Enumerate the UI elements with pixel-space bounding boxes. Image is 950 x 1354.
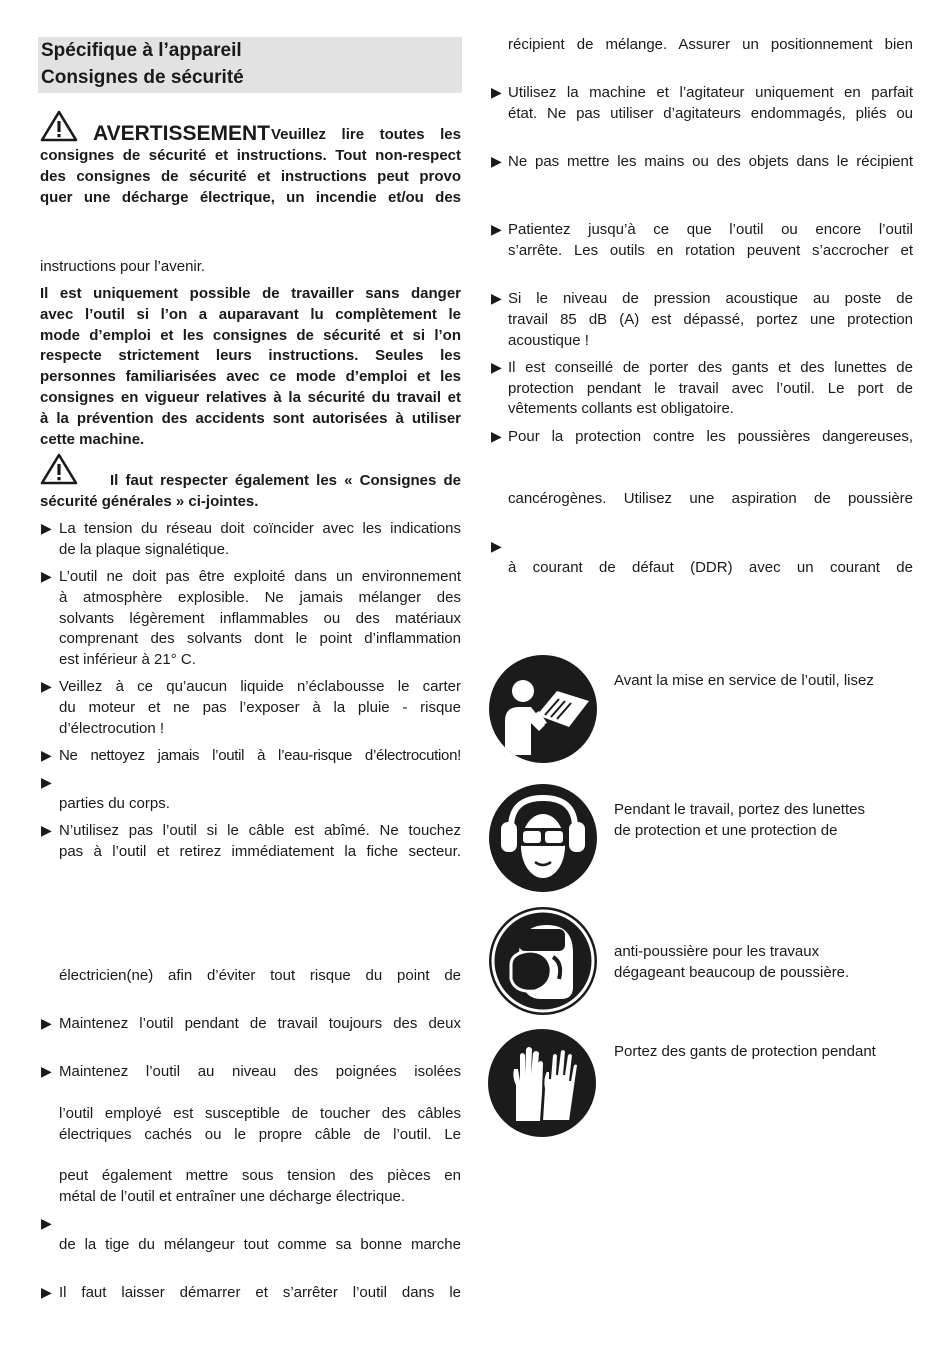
bold-para-line: à la prévention des accidents sont autorisées à utiliser: [40, 410, 461, 427]
bold-para-line: respecte strictement leurs instructions. Seules les: [40, 347, 461, 364]
bullet-line: du moteur et ne pas l’exposer à la pluie - risque: [59, 699, 461, 716]
pictogram-text: dégageant beaucoup de poussière.: [614, 964, 850, 981]
bullet-line: de la tige du mélangeur tout comme sa bonne marche: [59, 1236, 461, 1253]
triangle-bullet-icon: ▶: [491, 84, 502, 100]
right-continuation: récipient de mélange. Assurer un positionnement bien: [508, 36, 913, 53]
warning-line3: des consignes de sécurité et instructions peut provo: [40, 168, 461, 185]
triangle-bullet-icon: ▶: [41, 747, 52, 763]
bold-para-line: mode d’emploi et les consignes de sécurité et si l’on: [40, 327, 461, 344]
bullet-line: travail 85 dB (A) est dépassé, portez une protection: [508, 311, 913, 328]
bullet-line: parties du corps.: [59, 795, 170, 812]
bullet-line: protection pendant le travail avec l’outil. Le port de: [508, 380, 913, 397]
triangle-bullet-icon: ▶: [491, 290, 502, 306]
bullet-line: Maintenez l’outil pendant de travail toujours des deux: [59, 1015, 461, 1032]
bold-para-line: avec l’outil si l’on a auparavant lu complètement le: [40, 306, 461, 323]
triangle-bullet-icon: ▶: [41, 1284, 52, 1300]
bullet-line: Maintenez l’outil au niveau des poignées isolées: [59, 1063, 461, 1080]
triangle-bullet-icon: ▶: [41, 822, 52, 838]
bullet-line: Pour la protection contre les poussières dangereuses,: [508, 428, 913, 445]
bullet-line: Il faut laisser démarrer et s’arrêter l’outil dans le: [59, 1284, 461, 1301]
triangle-bullet-icon: ▶: [491, 221, 502, 237]
bold-para-line: consignes en vigueur relatives à la sécurité du travail et: [40, 389, 461, 406]
bullet-line: peut également mettre sous tension des pièces en: [59, 1167, 461, 1184]
bullet-line: Ne nettoyez jamais l’outil à l’eau-risque d’électrocution!: [59, 747, 461, 764]
triangle-bullet-icon: ▶: [491, 153, 502, 169]
triangle-bullet-icon: ▶: [491, 359, 502, 375]
bullet-line: métal de l’outil et entraîner une décharge électrique.: [59, 1188, 406, 1205]
bold-para-line: personnes familiarisées avec ce mode d’emploi et les: [40, 368, 461, 385]
bullet-line: s’arrête. Les outils en rotation peuvent s’accrocher et: [508, 242, 913, 259]
bold-para-line: cette machine.: [40, 431, 145, 448]
dust-mask-icon: [489, 907, 597, 1015]
pictogram-text: Avant la mise en service de l’outil, lisez: [614, 672, 874, 689]
general-note-line1: Il faut respecter également les « Consignes de: [110, 472, 461, 489]
bullet-line: Utilisez la machine et l’agitateur uniquement en parfait: [508, 84, 913, 101]
bullet-line: électricien(ne) afin d’éviter tout risque du point de: [59, 967, 461, 984]
bullet-line: de la plaque signalétique.: [59, 541, 230, 558]
bullet-line: Si le niveau de pression acoustique au poste de: [508, 290, 913, 307]
pictogram-text: de protection et une protection de: [614, 822, 838, 839]
bullet-line: vêtements collants est obligatoire.: [508, 400, 734, 417]
triangle-bullet-icon: ▶: [41, 568, 52, 584]
triangle-bullet-icon: ▶: [41, 1063, 52, 1079]
bullet-line: comprenant des solvants dont le point d’inflammation: [59, 630, 461, 647]
bullet-line: solvants légèrement inflammables ou des matériaux: [59, 610, 461, 627]
eye-ear-protection-icon: [489, 784, 597, 892]
pictogram-text: Pendant le travail, portez des lunettes: [614, 801, 865, 818]
bullet-line: est inférieur à 21° C.: [59, 651, 196, 668]
bullet-line: d’électrocution !: [59, 720, 165, 737]
read-manual-icon: [489, 655, 597, 763]
bullet-line: Ne pas mettre les mains ou des objets dans le récipient: [508, 153, 913, 170]
bullet-line: Patientez jusqu’à ce que l’outil ou encore l’outil: [508, 221, 913, 238]
bullet-line: L’outil ne doit pas être exploité dans un environnement: [59, 568, 461, 585]
gloves-icon: [488, 1029, 596, 1137]
warning-triangle-icon: [40, 110, 78, 142]
triangle-bullet-icon: ▶: [491, 538, 502, 554]
bullet-line: Il est conseillé de porter des gants et des lunettes de: [508, 359, 913, 376]
triangle-bullet-icon: ▶: [41, 520, 52, 536]
warning-triangle-icon: [40, 453, 78, 485]
warning-line1: Veuillez lire toutes les: [271, 126, 461, 143]
bullet-line: cancérogènes. Utilisez une aspiration de poussière: [508, 490, 913, 507]
warning-line4: quer une décharge électrique, un incendie et/ou des: [40, 189, 461, 206]
warning-heading: AVERTISSEMENT: [93, 122, 270, 145]
warning-line2: consignes de sécurité et instructions. Tout non-respect: [40, 147, 461, 164]
triangle-bullet-icon: ▶: [41, 1015, 52, 1031]
section-header: [38, 37, 462, 93]
triangle-bullet-icon: ▶: [41, 678, 52, 694]
bold-para-line: Il est uniquement possible de travailler sans danger: [40, 285, 461, 302]
bullet-line: La tension du réseau doit coïncider avec les indications: [59, 520, 461, 537]
bullet-line: état. Ne pas utiliser d’agitateurs endommagés, pliés ou: [508, 105, 913, 122]
bullet-line: électriques cachés ou le propre câble de l’outil. Le: [59, 1126, 461, 1143]
warning-continuation: instructions pour l’avenir.: [40, 258, 206, 275]
section-title-line2: Consignes de sécurité: [41, 67, 244, 88]
bullet-line: l’outil employé est susceptible de toucher des câbles: [59, 1105, 461, 1122]
general-note-line2: sécurité générales » ci-jointes.: [40, 493, 259, 510]
bullet-line: Veillez à ce qu’aucun liquide n’éclabousse le carter: [59, 678, 461, 695]
bullet-line: à courant de défaut (DDR) avec un courant de: [508, 559, 913, 576]
pictogram-text: Portez des gants de protection pendant: [614, 1043, 876, 1060]
triangle-bullet-icon: ▶: [41, 1215, 52, 1231]
bullet-line: pas à l’outil et retirez immédiatement la fiche secteur.: [59, 843, 461, 860]
section-title-line1: Spécifique à l’appareil: [41, 40, 242, 61]
triangle-bullet-icon: ▶: [41, 774, 52, 790]
pictogram-text: anti-poussière pour les travaux: [614, 943, 820, 960]
bullet-line: acoustique !: [508, 332, 589, 349]
triangle-bullet-icon: ▶: [491, 428, 502, 444]
bullet-line: à atmosphère explosible. Ne jamais mélanger des: [59, 589, 461, 606]
bullet-line: N’utilisez pas l’outil si le câble est abîmé. Ne touchez: [59, 822, 461, 839]
